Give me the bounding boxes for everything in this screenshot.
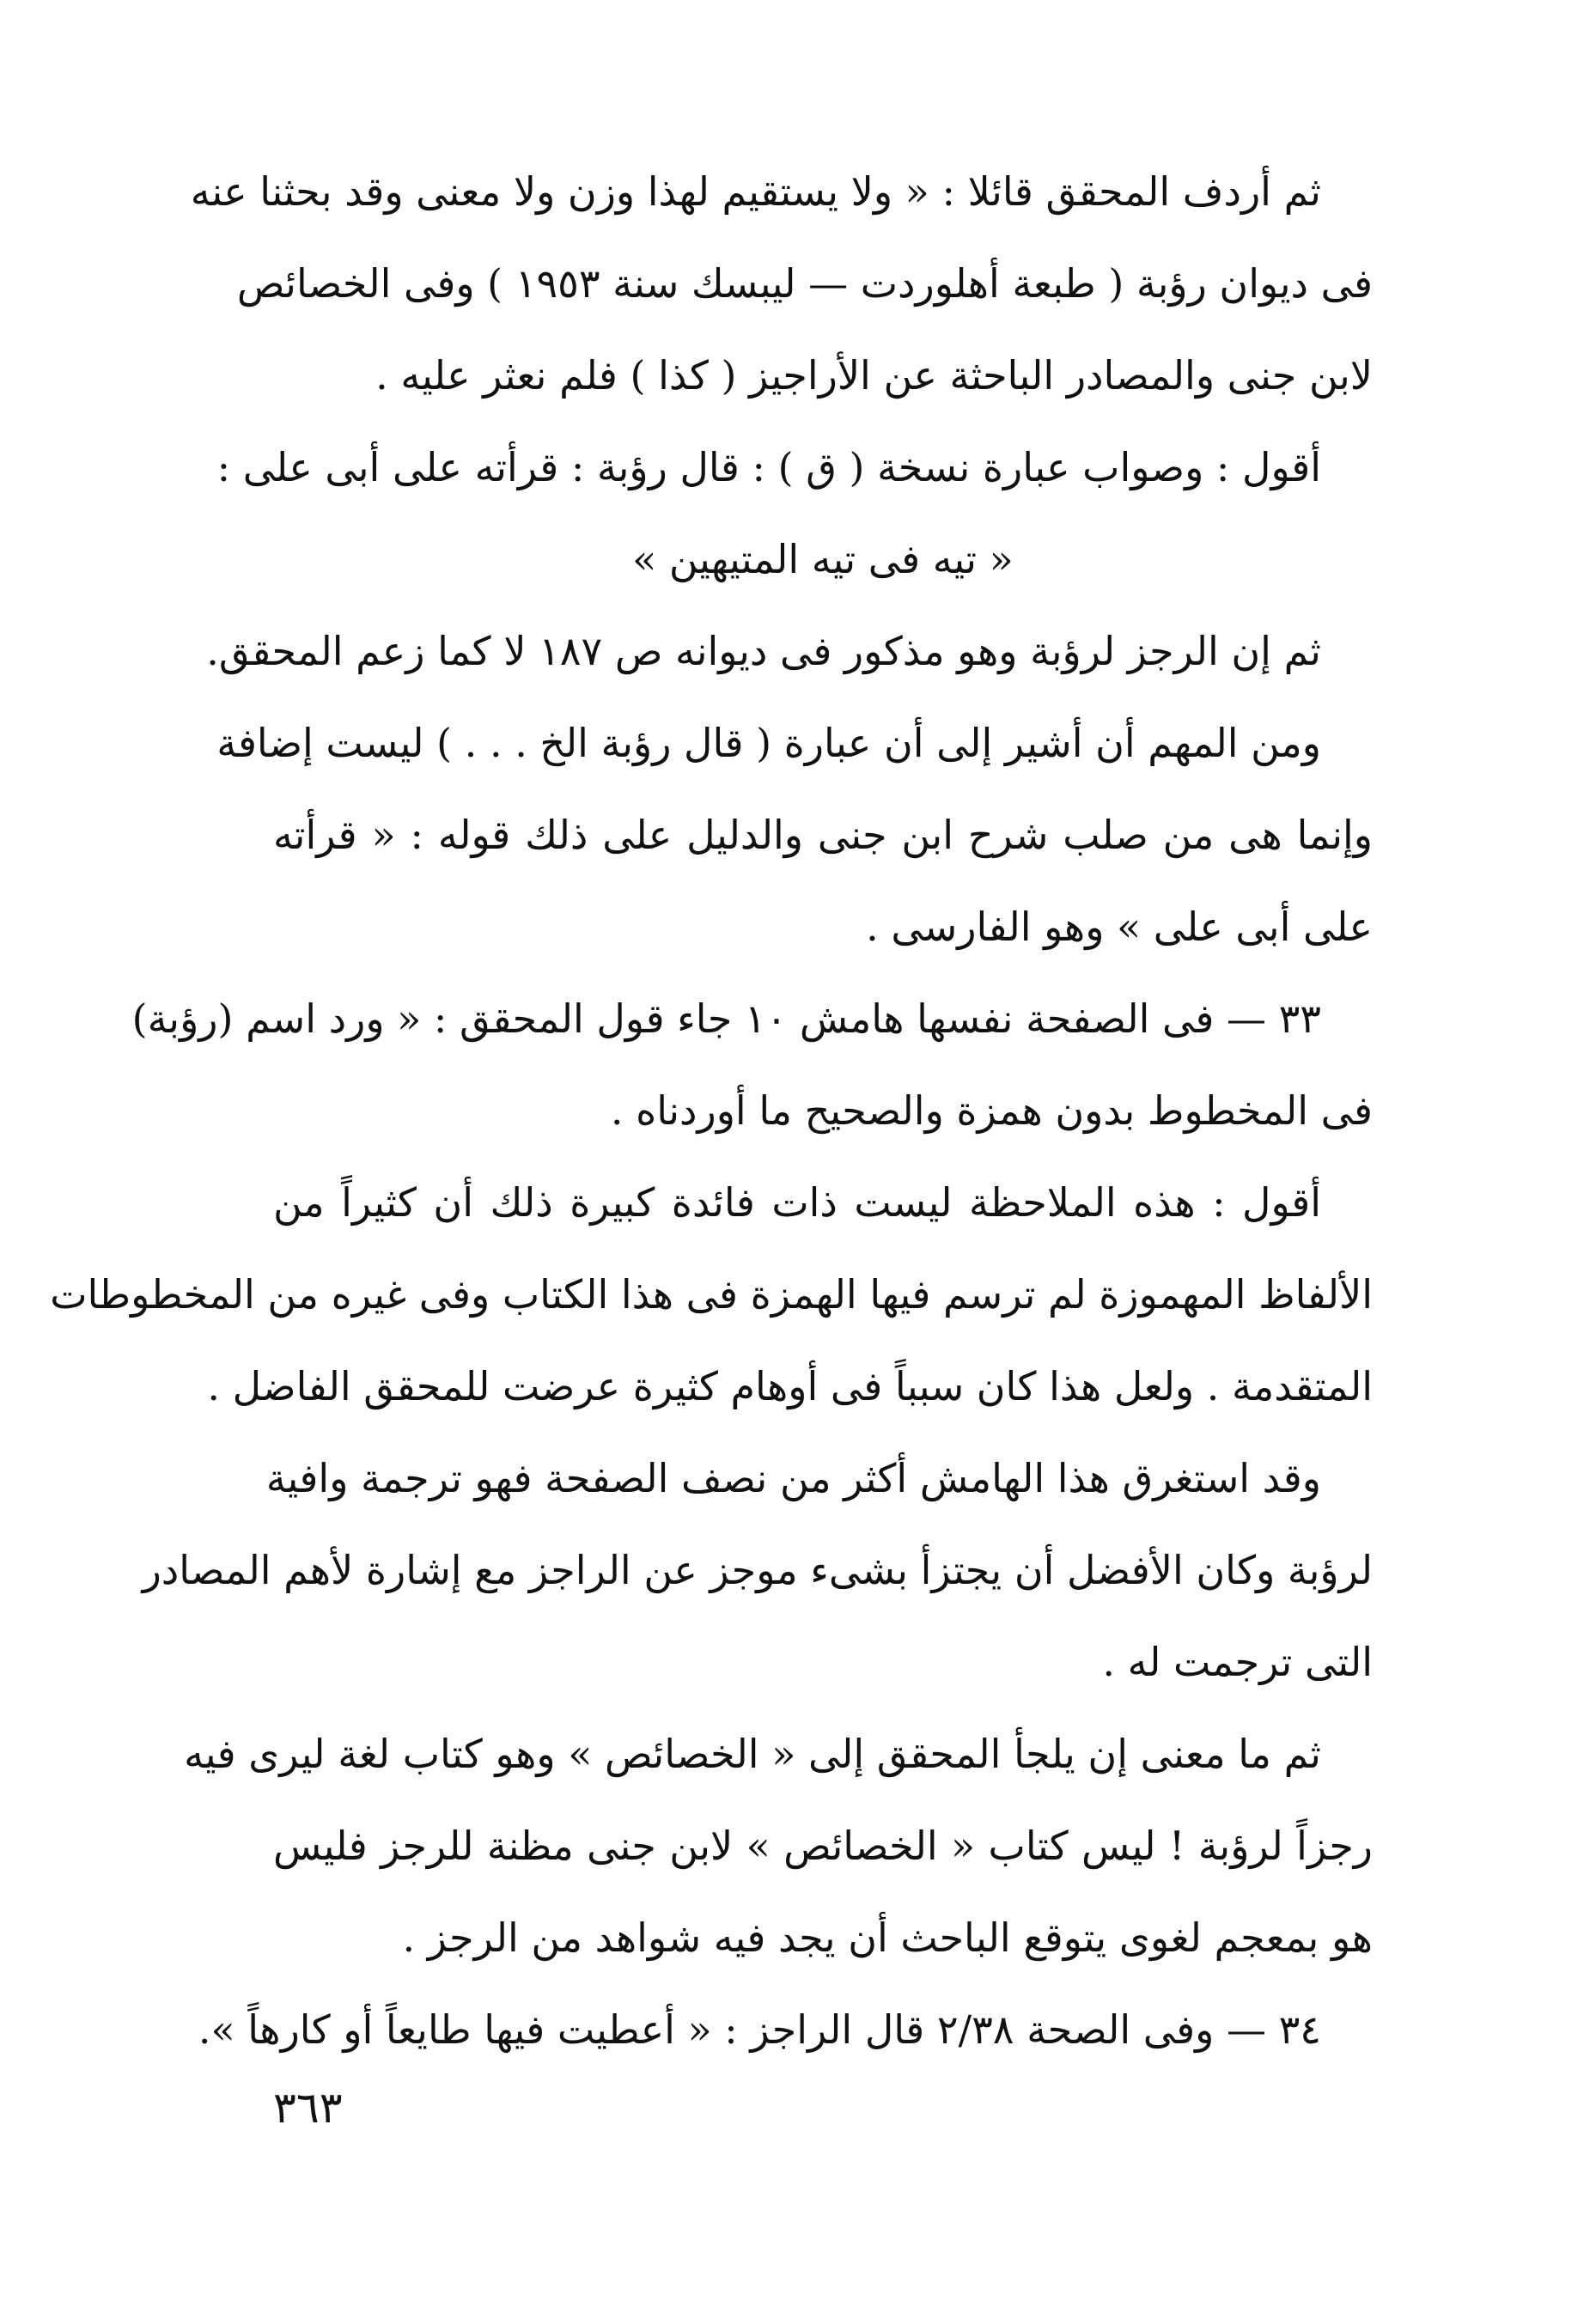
text-line: فى المخطوط بدون همزة والصحيح ما أوردناه . (610, 1087, 1373, 1134)
text-line: التى ترجمت له . (1102, 1639, 1373, 1685)
text-line: ثم إن الرجز لرؤبة وهو مذكور فى ديوانه ص ١٨٧ لا كما زعم المحقق. (206, 628, 1321, 674)
text-line: رجزاً لرؤبة ! ليس كتاب « الخصائص » لابن جنى مظنة للرجز فليس (273, 1823, 1373, 1869)
text-line: ٣٣ — فى الصفحة نفسها هامش ١٠ جاء قول المحقق : « ورد اسم (رؤبة) (131, 995, 1321, 1042)
text-line: وإنما هى من صلب شرح ابن جنى والدليل على ذلك قوله : « قرأته (273, 812, 1373, 858)
text-line: وقد استغرق هذا الهامش أكثر من نصف الصفحة فهو ترجمة وافية (265, 1455, 1321, 1501)
text-line: أقول : هذه الملاحظة ليست ذات فائدة كبيرة ذلك أن كثيراً من (273, 1179, 1321, 1226)
text-line: ٣٤ — وفى الصحة ٢/٣٨ قال الراجز : « أعطيت فيها طايعاً أو كارهاً ». (198, 2006, 1321, 2053)
text-line: ثم أردف المحقق قائلا : « ولا يستقيم لهذا وزن ولا معنى وقد بحثنا عنه (190, 168, 1321, 215)
text-line: لرؤبة وكان الأفضل أن يجتزأ بشىء موجز عن الراجز مع إشارة لأهم المصادر (142, 1547, 1373, 1593)
text-line: هو بمعجم لغوى يتوقع الباحث أن يجد فيه شواهد من الرجز . (402, 1914, 1373, 1961)
text-line: فى ديوان رؤبة ( طبعة أهلوردت — ليبسك سنة ١٩٥٣ ) وفى الخصائص (236, 260, 1373, 307)
body-text (50, 146, 1373, 2076)
text-line: ومن المهم أن أشير إلى أن عبارة ( قال رؤبة الخ . . . ) ليست إضافة (216, 720, 1321, 766)
text-line: المتقدمة . ولعل هذا كان سبباً فى أوهام كثيرة عرضت للمحقق الفاضل . (207, 1363, 1373, 1409)
text-line: أقول : وصواب عبارة نسخة ( ق ) : قال رؤبة : قرأته على أبى على : (216, 444, 1321, 490)
page-number: ٣٦٣ (273, 2083, 343, 2133)
text-line: ثم ما معنى إن يلجأ المحقق إلى « الخصائص » وهو كتاب لغة ليرى فيه (184, 1731, 1321, 1777)
text-line: لابن جنى والمصادر الباحثة عن الأراجيز ( كذا ) فلم نعثر عليه . (375, 352, 1373, 399)
text-line: الألفاظ المهموزة لم ترسم فيها الهمزة فى هذا الكتاب وفى غيره من المخطوطات (50, 1271, 1373, 1318)
quoted-verse: « تيه فى تيه المتيهين » (632, 536, 1014, 582)
text-line: على أبى على » وهو الفارسى . (866, 904, 1373, 950)
